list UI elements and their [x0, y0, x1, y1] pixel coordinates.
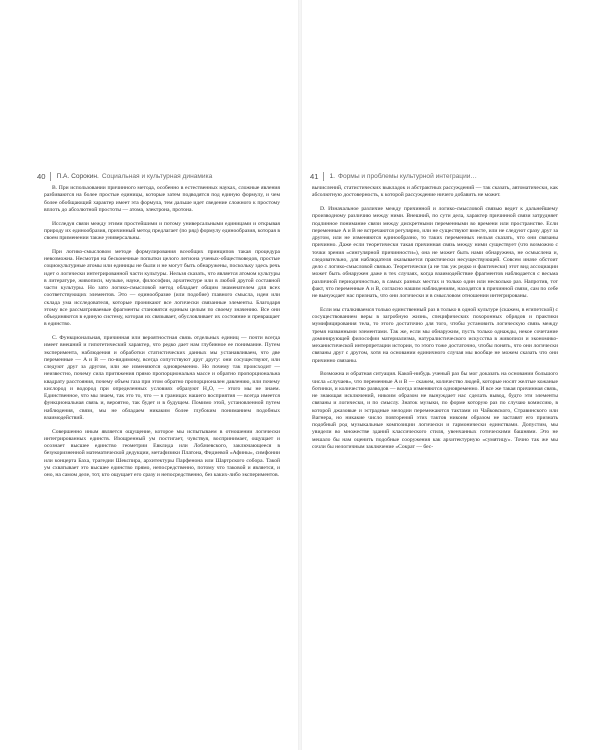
left-page: [0, 0, 298, 750]
paragraph: вычислений, статистических выкладок и абстрактных рассуждений — так сказать, автоматически, как абсолютную достоверность, к которой рассуждение ничего добавить не может.: [312, 185, 558, 199]
right-page: [302, 0, 600, 750]
left-page-header: [37, 170, 282, 182]
right-page-header: [310, 170, 570, 182]
paragraph: B. При использовании причинного метода, особенно в естественных науках, сложные явления разбиваются на более простые единицы, которые затем подводятся под единую формулу, и чем более обобщающий характер имеет эта формула, тем дальше идет сведение сложного к простому вплоть до абсолютной простоты — атома, электрона, протона.: [44, 185, 280, 213]
paragraph: Если мы сталкиваемся только единственный раз в только в одной культуре (скажем, в египетской) с сосуществованием веры в загробную жизнь, специфических похоронных обрядов и практики мумифицирования тела, то этого достаточно для того, чтобы установить логическую связь между тремя названными элементами. Так же, если мы обнаружим, пусть только однажды, некое сочетание доминирующей философии материализма, натуралистического искусства в живописи и экономико-механистической интерпретации истории, то этого тоже достаточно, чтобы понять, что они логически связаны друг с другом, хотя на основании единичного случая мы вообще не можем сказать что они причинно связаны.: [312, 306, 558, 364]
running-head-chapter-title: Формы и проблемы культурной интеграции…: [337, 172, 478, 180]
header-divider: [323, 172, 324, 181]
paragraph: C. Функциональная, причинная или вероятностная связь отдельных единиц — почти всегда имеет внешний и гипотетический характер, что редко дает нам глубинное ее понимание. Путем эксперимента, наблюдения и обработки статистических данных мы устанавливаем, что две переменные — A и B — по-видимому, всегда сопутствуют друг другу: они сосуществуют, или следуют друг за другом, или же изменяются одновременно. Но почему так происходит — неизвестно, почему сила притяжения прямо пропорциональна массе и обратно пропорциональна квадрату расстояния, почему объем газа при этом обратно пропорционален давлению, или почему кислород и водород при определенных условиях образуют H₂O, — этого мы не знаем. Единственное, что мы знаем, так это то, что — в границах нашего восприятия — всегда имеется функциональная связь и, вероятно, так будет и в будущем. Помимо этой, установленной путем наблюдения, связи, мы не обладаем никаким более глубоким пониманием подобных взаимодействий.: [44, 335, 280, 421]
paragraph: Исследуя связи между этими простейшими и потому универсальными единицами и открывая природу их единообразия, причинный метод предлагает (по ряд) формулу единообразия, которая в своем применении также универсальны.: [44, 220, 280, 241]
paragraph: Совершенно иным является ощущение, которое мы испытываем в отношении логически интегрированных единств. Изощренный ум постигает, чувствуя, воспринимает, ощущает и осознает высшее единство геометрии Евклида или Лобачевского, заключающееся в безукоризненной математической дедукции, метафизики Платона, Фидиевой «Афины», симфонии или концерта Баха, трагедии Шекспира, архитектуры Парфенона или Шартрского собора. Такой ум схватывает это высшее единство прямо, непосредственно, потому что таковой и является, и оно, на самом деле, тот, кто ощущает его сразу и непосредственно, без каких-либо экспериментов.: [44, 428, 280, 478]
paragraph: При логико-смысловом методе формулирования всеобщих принципов такая процедура невозможна. Несмотря на бесконечные попытки целого легиона ученых-обществоведов, простые социокультурные атомы или единицы не были и не могут быть обнаружены, поскольку здесь речь идет о логически интегрированной части культуры. Нельзя сказать, что является атомом культуры в литературе, живописи, музыке, науке, философии, архитектуре или в любой другой составной части культуры. Но зато логико-смысловой метод обладает общим знаменателем для всех соответствующих элементов. Это — единообразие (или подобие) главного смысла, идеи или склада ума исследователя, которые проникают все логически связанные элементы. Благодаря этому все рассматриваемые фрагменты становятся единым целым по своему значению. Все они объединяются в единую систему, которая их связывает, обусловливает их состояние и превращает в единство.: [44, 248, 280, 328]
running-head-title: Социальная и культурная динамика: [101, 172, 213, 180]
paragraph: D. Изначальное различие между причинной и логико-смысловой связью ведет к дальнейшему производному различию между ними. Внешний, по сути дела, характер причинной связи затрудняет подлинное понимание связи между дискретными переменными во времени или пространстве. Если переменные A и B не встречаются регулярно, или не существуют вместе, или не следуют сразу друг за другом, или не изменяются единообразно, то таких переменных нельзя сказать, что они связаны причинно. Даже если теоретически такая причинная связь между ними существует (что возможно с точки зрения «сингулярной причинности»), она не может быть нами обнаружена, не осмыслена и, следовательно, для наблюдателя оказывается практически несуществующей. Совсем иначе обстоит дело с логико-смысловой связью. Теоретически (а не так уж редко и фактически) этот вид ассоциации может быть обнаружен даже в тех случаях, когда взаимодействие фрагментов наблюдается с весьма различной периодичностью, в самых разных местах и только один или несколько раз. Напротив, тот факт, что переменные A и B, согласно нашим наблюдениям, находятся в причинной связи, сам по себе не вынуждает нас признать, что они логически и в смысловом отношении интегрированы.: [312, 206, 558, 299]
left-page-number: 40: [37, 171, 46, 181]
right-page-body: [312, 185, 558, 736]
paragraph: Возможна и обратная ситуация. Какой-нибудь ученый раз бы мог доказать на основании большого числа «случаев», что переменные A и B — скажем, количество людей, которые носят желтые кожаные ботинки, и количество разводов — всегда изменяются одновременно. И все же такая причинная связь, не знающая исключений, никоим образом не вынуждает нас сделать вывод, будто эти элементы связаны и логически, и по смыслу. Знаток музыки, по форме которую раз по случаю комиссию, в которой джазовые и эстрадные мелодии перемежаются тактами из Чайковского, Стравинского или Вагнера, но никакие число повторений этих тактов никоим образом не заставят его признать подобный род музыкальные композиции логически и гармонически единствами. Допустим, мы увидели во множестве зданий классического стиля, увенчанных готическими башнями. Это не мешало бы нам оценить подобные сооружения как архитектурную «сумятицу». Точно так же мы сочли бы нелогичным заключение «Сократ — бес-: [312, 371, 558, 450]
running-head-author: П.А. Сорокин.: [56, 172, 99, 180]
running-head-chapter-number: 1.: [329, 172, 335, 180]
left-page-body: [44, 185, 280, 736]
right-page-number: 41: [310, 171, 319, 181]
header-divider: [50, 172, 51, 181]
